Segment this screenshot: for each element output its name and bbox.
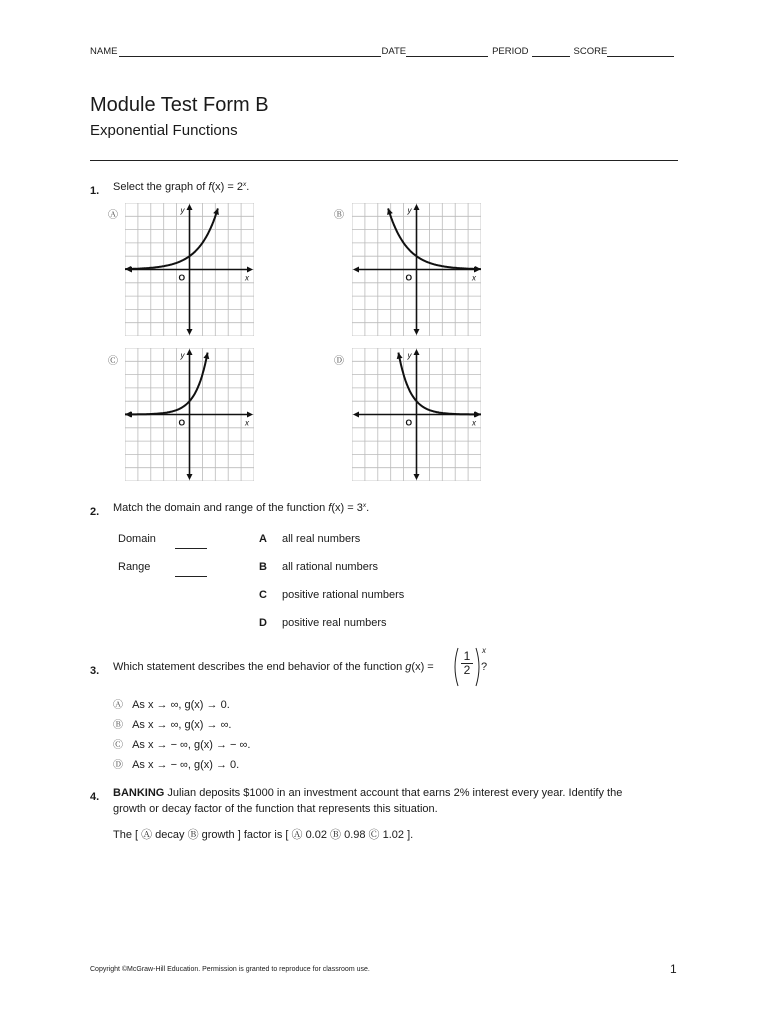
option-letter: Ⓓ	[113, 760, 123, 771]
q3-option-c[interactable]	[113, 736, 250, 751]
name-label: NAME	[90, 46, 118, 57]
q1-text-mid: (x) = 2	[211, 181, 243, 193]
page-number: 1	[670, 962, 677, 976]
q2-exponent: x	[362, 502, 367, 509]
q4-keyword: BANKING	[113, 787, 165, 799]
q2-text-pre: Match the domain and range of the function	[113, 502, 329, 514]
q3-fn: g	[405, 661, 412, 673]
option-text: As x → − ∞, g(x) → 0.	[132, 759, 240, 771]
date-field[interactable]	[406, 46, 488, 57]
q1-option-a[interactable]: Ⓐ	[108, 210, 118, 221]
fraction	[461, 650, 473, 677]
option-letter: Ⓒ	[113, 740, 123, 751]
question-1-text	[113, 181, 249, 193]
q1-text-pre: Select the graph of	[113, 181, 209, 193]
domain-answer-blank[interactable]	[175, 536, 207, 554]
graph-b[interactable]	[352, 203, 481, 336]
option-letter: Ⓐ	[113, 700, 123, 711]
q3-question-mark: ?	[481, 661, 488, 673]
curve-arrow-end	[475, 411, 481, 417]
q3-option-b[interactable]	[113, 716, 231, 731]
option-text: As x → − ∞, g(x) → − ∞.	[132, 739, 251, 751]
origin-label: O	[405, 417, 413, 428]
y-axis-arrow-top	[187, 349, 193, 355]
q1-option-b[interactable]: Ⓑ	[334, 210, 344, 221]
y-axis-arrow-bottom	[414, 329, 420, 335]
period-label: PERIOD	[492, 46, 529, 57]
score-field[interactable]	[607, 46, 674, 57]
choice-b-letter: B	[259, 561, 267, 573]
y-axis-arrow-top	[414, 349, 420, 355]
q3-exponent: x	[482, 646, 486, 655]
option-text: As x → ∞, g(x) → 0.	[132, 699, 230, 711]
y-axis-label: y	[180, 351, 185, 360]
q3-option-a[interactable]	[113, 696, 230, 711]
question-3-text	[113, 661, 434, 673]
graph-c[interactable]	[125, 348, 254, 481]
y-axis-arrow-top	[187, 204, 193, 210]
question-number: 3.	[90, 665, 100, 677]
domain-label: Domain	[118, 533, 156, 545]
copyright-footer: Copyright ©McGraw-Hill Education. Permission is granted to reproduce for classroom use.	[90, 966, 370, 973]
q4-text: Julian deposits $1000 in an investment account that earns 2% interest every year. Identify the	[164, 787, 623, 799]
curve-arrow-start	[125, 266, 131, 272]
q1-fn: f	[208, 181, 212, 193]
page-title: Module Test Form B	[90, 94, 269, 116]
fraction-numerator: 1	[463, 649, 471, 663]
option-letter: Ⓑ	[113, 720, 123, 731]
choice-a-text: all real numbers	[282, 533, 361, 545]
question-number: 4.	[90, 791, 100, 803]
q3-text-mid: (x) =	[411, 661, 434, 673]
q2-text-end: .	[366, 502, 370, 514]
function-curve	[125, 208, 218, 269]
fraction-denominator: 2	[463, 663, 471, 677]
question-3	[90, 661, 99, 679]
x-axis-label: x	[245, 418, 249, 428]
q1-option-d[interactable]: Ⓓ	[334, 356, 344, 367]
q3-text-pre: Which statement describes the end behavior of the function	[113, 661, 406, 673]
option-text: As x → ∞, g(x) → ∞.	[132, 719, 232, 731]
y-axis-arrow-bottom	[187, 329, 193, 335]
graph-d[interactable]	[352, 348, 481, 481]
choice-c-text: positive rational numbers	[282, 589, 405, 601]
question-4-text	[113, 787, 673, 799]
question-number: 1.	[90, 185, 100, 197]
q4-answer-line[interactable]: The [ Ⓐ decay Ⓑ growth ] factor is [ Ⓐ 0.02 Ⓑ 0.98 Ⓒ 1.02 ].	[113, 829, 414, 841]
x-axis-arrow-right	[247, 267, 253, 273]
question-2-text	[113, 502, 369, 514]
q3-option-d[interactable]	[113, 756, 239, 771]
function-curve	[398, 353, 481, 415]
date-label: DATE	[381, 46, 407, 57]
page-subtitle: Exponential Functions	[90, 122, 238, 139]
q1-exponent: x	[242, 181, 247, 188]
y-axis-label: y	[407, 206, 412, 215]
x-axis-arrow-left	[353, 412, 359, 418]
graph-a[interactable]	[125, 203, 254, 336]
question-number: 2.	[90, 506, 100, 518]
function-curve	[388, 208, 481, 269]
choice-b-text: all rational numbers	[282, 561, 378, 573]
x-axis-label: x	[245, 273, 249, 283]
q2-text-mid: (x) = 3	[331, 502, 363, 514]
choice-d-text: positive real numbers	[282, 617, 387, 629]
question-4-text-line2: growth or decay factor of the function that represents this situation.	[113, 803, 438, 815]
choice-d-letter: D	[259, 617, 267, 629]
y-axis-arrow-bottom	[414, 474, 420, 480]
x-axis-label: x	[472, 273, 476, 283]
y-axis-arrow-bottom	[187, 474, 193, 480]
q2-fn: f	[328, 502, 332, 514]
function-curve	[125, 353, 208, 415]
x-axis-arrow-left	[353, 267, 359, 273]
curve-arrow-start	[125, 411, 131, 417]
y-axis-label: y	[180, 206, 185, 215]
question-1	[90, 181, 99, 199]
question-2	[90, 502, 99, 520]
y-axis-label: y	[407, 351, 412, 360]
x-axis-arrow-right	[247, 412, 253, 418]
period-field[interactable]	[532, 46, 570, 57]
origin-label: O	[405, 272, 413, 283]
q1-option-c[interactable]: Ⓒ	[108, 356, 118, 367]
title-divider	[90, 160, 678, 161]
range-label: Range	[118, 561, 151, 573]
range-answer-blank[interactable]	[175, 564, 207, 582]
origin-label: O	[178, 417, 186, 428]
q1-text-end: .	[246, 181, 250, 193]
choice-a-letter: A	[259, 533, 267, 545]
score-label: SCORE	[573, 46, 608, 57]
name-field[interactable]	[119, 46, 381, 57]
question-4	[90, 787, 99, 805]
x-axis-label: x	[472, 418, 476, 428]
y-axis-arrow-top	[414, 204, 420, 210]
curve-arrow-end	[475, 266, 481, 272]
origin-label: O	[178, 272, 186, 283]
student-info-header	[90, 46, 678, 57]
choice-c-letter: C	[259, 589, 267, 601]
